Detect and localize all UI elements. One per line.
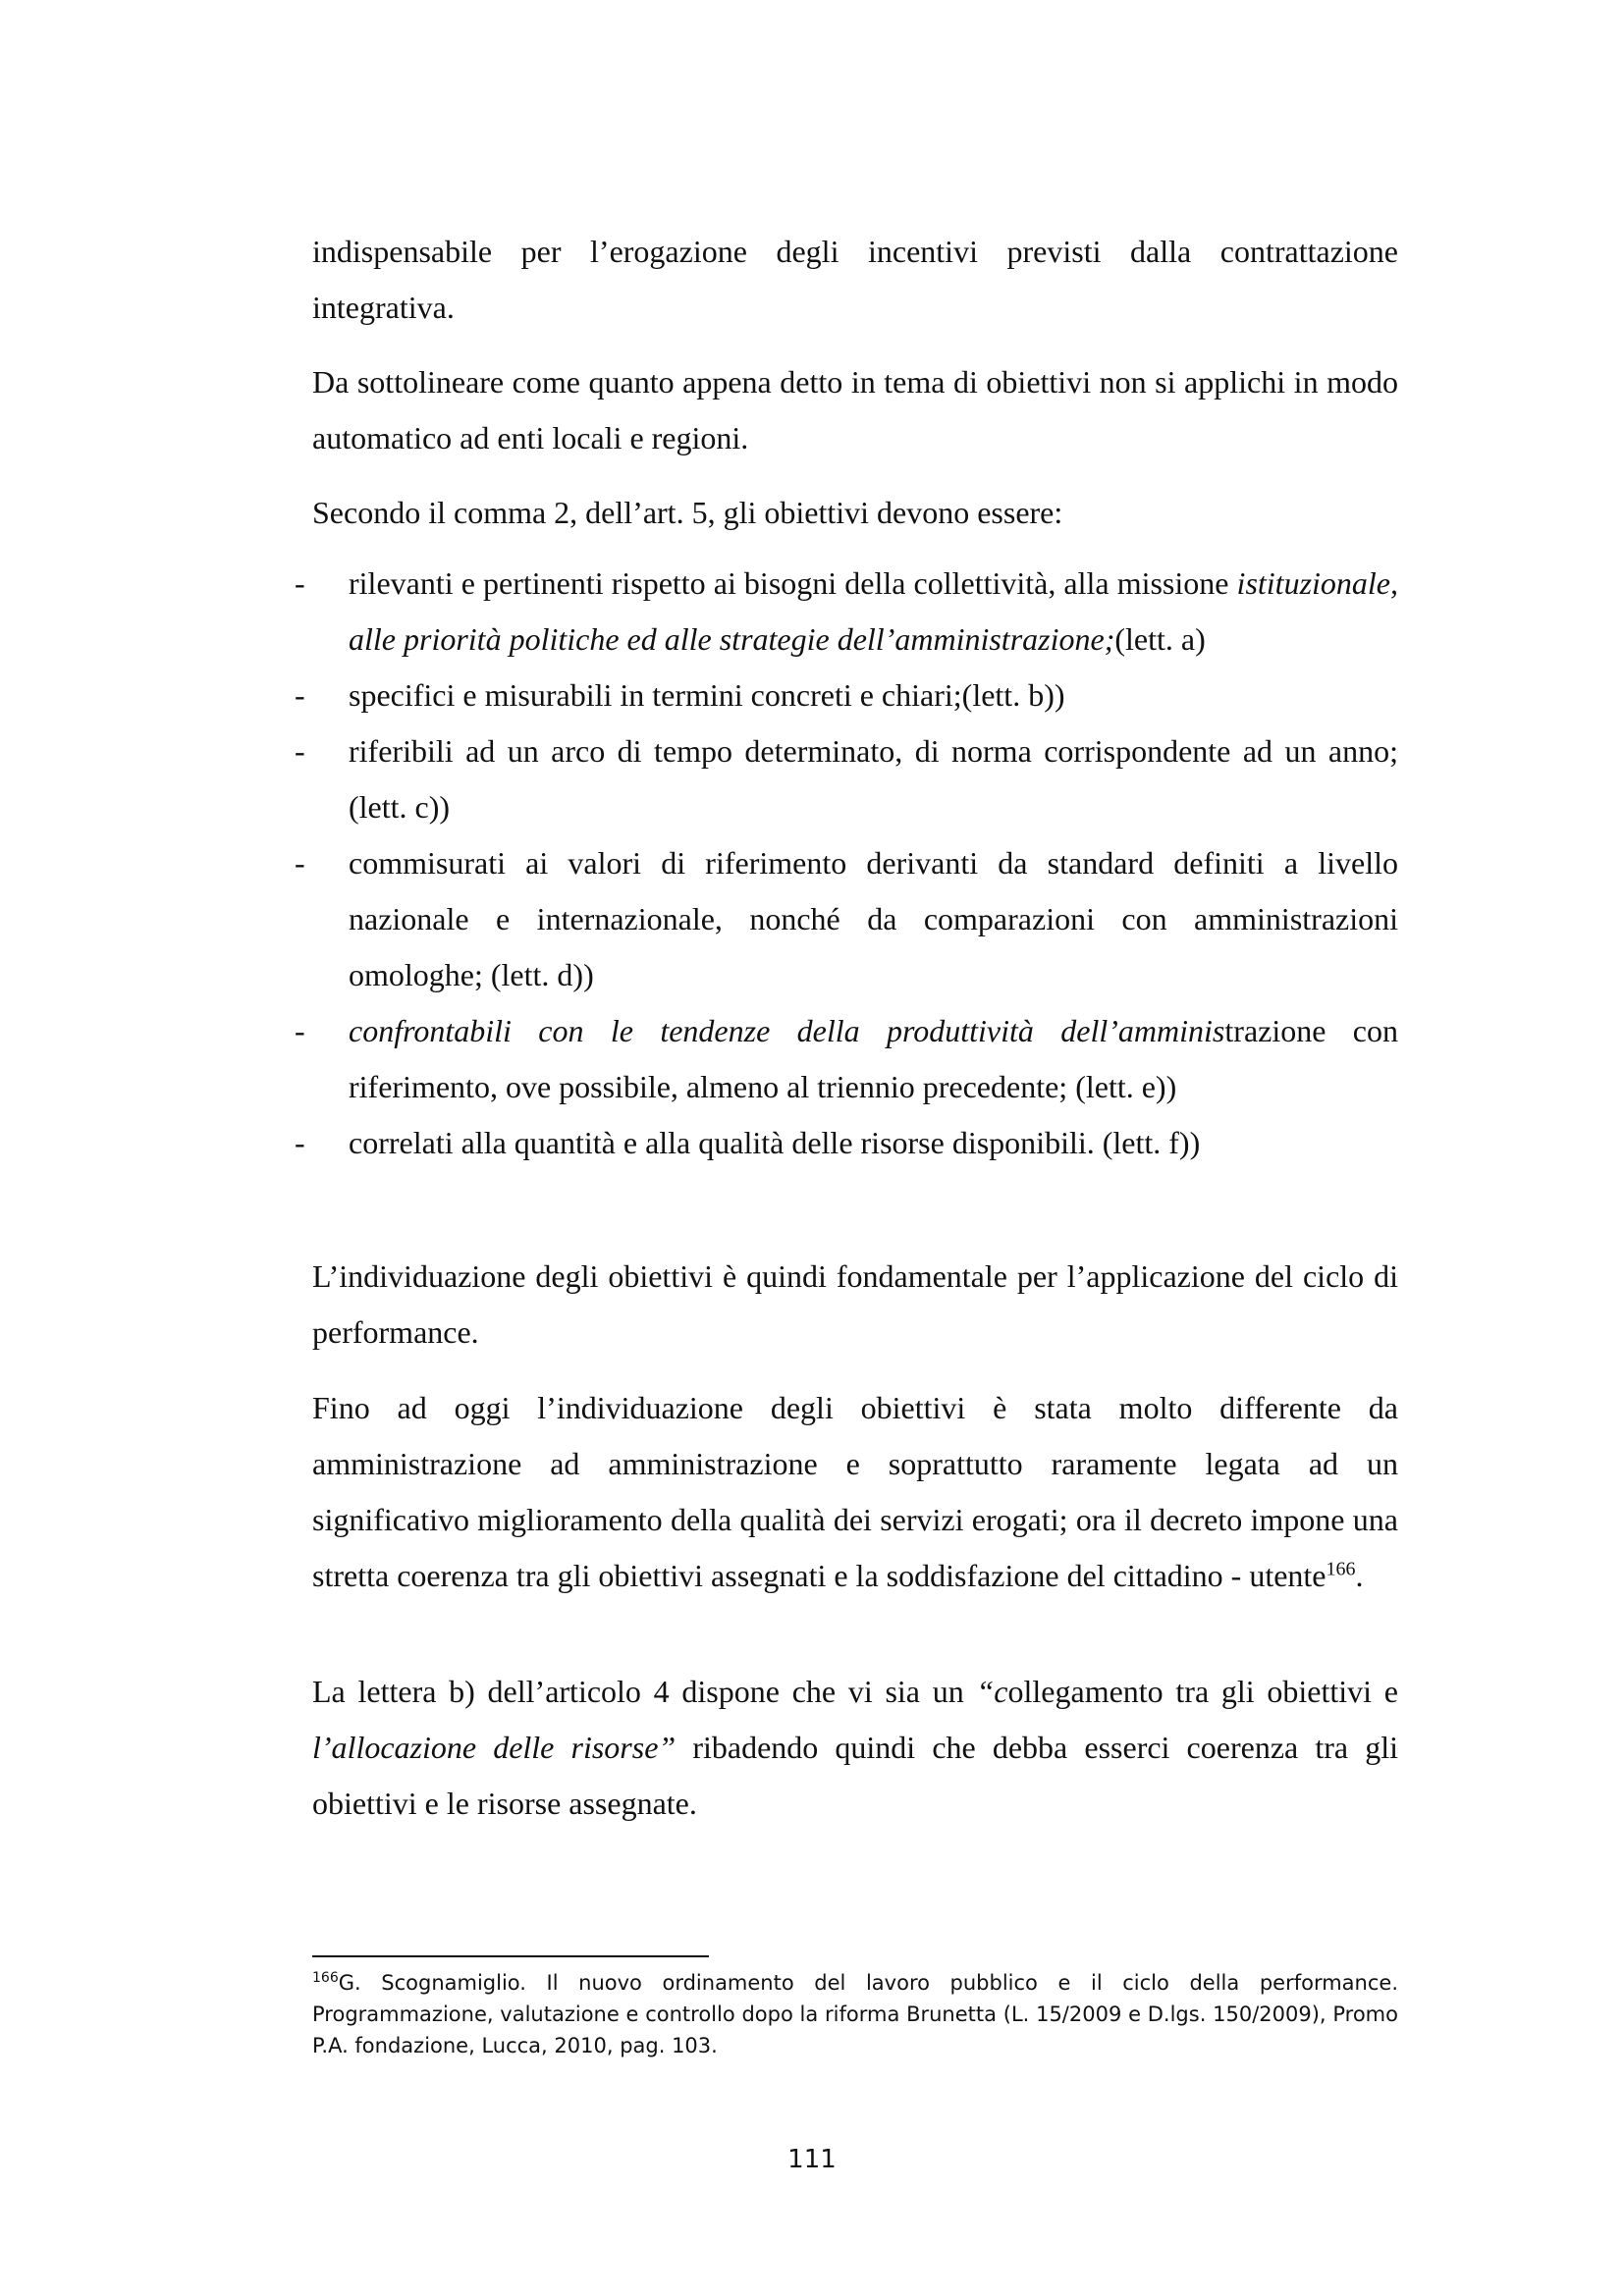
paragraph-text: ollegamento tra gli obiettivi e (1007, 1674, 1399, 1709)
page-number: 111 (787, 2145, 837, 2174)
list-item-ref: (lett. a) (1114, 621, 1206, 657)
list-item-text: specifici e misurabili in termini concreti e chiari;(lett. b)) (349, 677, 1065, 713)
list-item-text: commisurati ai valori di riferimento derivanti da standard definiti a livello nazionale e internazionale, nonché da comparazioni con amministrazioni omologhe; (lett. d)) (349, 845, 1398, 992)
quote-italic: “c (976, 1674, 1008, 1709)
list-dash: - (295, 1125, 305, 1160)
list-item-italic: istituzionale, alle priorità politiche ed alle strategie dell’amministrazione; (349, 565, 1398, 657)
list-item-text: correlati alla quantità e alla qualità delle risorse disponibili. (lett. f)) (349, 1125, 1201, 1160)
list-item-italic: confrontabili con le tendenze della produttività dell’amminis (349, 1013, 1225, 1048)
list-dash: - (295, 1013, 305, 1048)
list-item-text: trazione con riferimento, ove possibile, almeno al triennio precedente; (lett. e)) (349, 1013, 1399, 1104)
list-item-text: riferibili ad un arco di tempo determinato, di norma corrispondente ad un anno;(lett. c)) (349, 733, 1398, 825)
footnote-marker: 166 (312, 1970, 339, 1986)
paragraph-importance: L’individuazione degli obiettivi è quindi fondamentale per l’applicazione del ciclo di performance. (312, 1258, 1398, 1350)
objectives-list (295, 556, 1398, 1171)
list-item (295, 556, 1398, 667)
list-dash: - (295, 733, 305, 769)
list-item (295, 667, 1398, 723)
list-item (295, 1115, 1398, 1171)
footnote-reference[interactable]: 166 (1326, 1558, 1356, 1580)
list-dash: - (295, 845, 305, 881)
list-item (295, 723, 1398, 835)
list-item (295, 1003, 1398, 1115)
paragraph-text: La lettera b) dell’articolo 4 dispone che vi sia un (312, 1674, 977, 1709)
list-dash: - (295, 677, 305, 713)
paragraph-intro: indispensabile per l’erogazione degli incentivi previsti dalla contrattazione integrativa. (312, 234, 1398, 325)
quote-italic: l’allocazione delle risorse” (312, 1730, 677, 1765)
paragraph-letter-b (312, 1664, 1398, 1832)
list-item (295, 835, 1398, 1003)
footnote (312, 1967, 1398, 2061)
paragraph-text: ribadendo quindi che debba esserci coerenza tra gli obiettivi e le risorse assegnate. (312, 1730, 1399, 1821)
list-item-text: rilevanti e pertinenti rispetto ai bisogni della collettività, alla missione (349, 565, 1237, 601)
paragraph-current-state (312, 1380, 1398, 1604)
paragraph-note-local-entities: Da sottolineare come quanto appena detto in tema di obiettivi non si applichi in modo automatico ad enti locali e regioni. (312, 364, 1398, 455)
paragraph-text-end: . (1355, 1558, 1364, 1593)
paragraph-text: Fino ad oggi l’individuazione degli obiettivi è stata molto differente da amministrazione ad amministrazione e soprattutto raramente legata ad un significativo miglioramento della qualità dei servizi erogati; ora il decreto impone una stretta coerenza tra gli obiettivi assegnati e la soddisfazione del cittadino - utente (312, 1390, 1398, 1593)
paragraph-list-intro: Secondo il comma 2, dell’art. 5, gli obiettivi devono essere: (312, 495, 1063, 530)
list-dash: - (295, 565, 305, 601)
footnote-separator (312, 1955, 709, 1957)
footnote-text: G. Scognamiglio. Il nuovo ordinamento del lavoro pubblico e il ciclo della performance. Programmazione, valutazione e controllo dopo la riforma Brunetta (L. 15/2009 e D.lgs. 150/2009), Promo P.A. fondazione, Lucca, 2010, pag. 103. (312, 1971, 1398, 2057)
